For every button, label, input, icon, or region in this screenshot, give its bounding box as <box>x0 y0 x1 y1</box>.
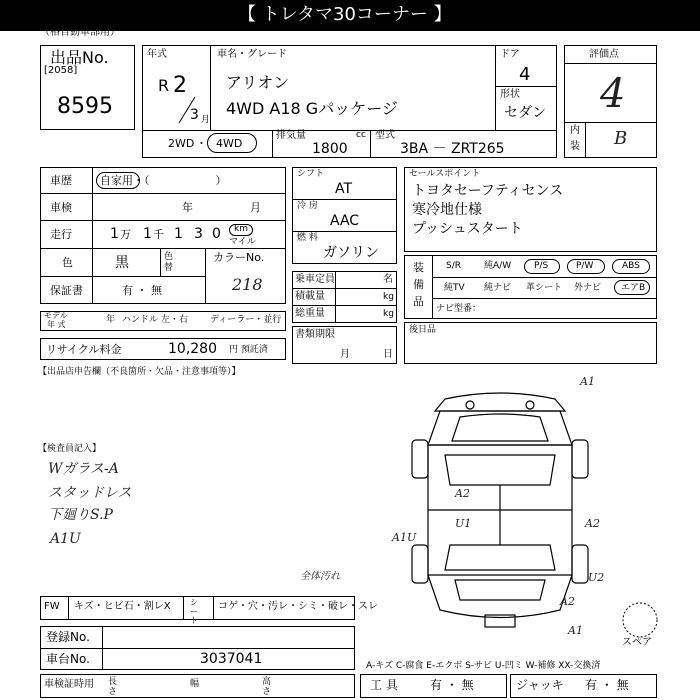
car-diagram <box>400 385 600 630</box>
ac-value: AAC <box>330 213 360 229</box>
seat-items: コゲ・穴・汚レ・シミ・破レ・スレ <box>218 601 378 612</box>
shape-value: セダン <box>504 105 547 121</box>
color-change-label: 色替 <box>164 252 174 273</box>
car-label: 車名・グレード <box>217 49 287 60</box>
divider <box>292 288 397 289</box>
equip-ps: P/S <box>534 261 549 271</box>
fw-items: キズ・ヒビ石・割レX <box>74 601 171 612</box>
mileage-digit-2: 1 <box>143 226 152 242</box>
mileage-digit-4: 3 <box>194 226 203 242</box>
car-grade: 4WD A18 Gパッケージ <box>226 99 398 118</box>
divider <box>564 122 657 123</box>
load-label: 積載量 <box>295 291 325 302</box>
sales-points-label: セールスポイント <box>409 169 481 179</box>
inspection-year-unit: 年 <box>182 201 193 214</box>
jack-options: 有 ・ 無 <box>585 678 629 692</box>
divider <box>564 63 657 64</box>
shape-label: 形状 <box>500 89 520 100</box>
jack-label: ジャッキ <box>516 678 564 692</box>
fuel-value: ガソリン <box>323 245 379 261</box>
equip-abs: ABS <box>622 261 640 271</box>
spare-label: スペア <box>622 637 652 648</box>
divider <box>205 248 206 304</box>
inspector-note-4: A1U <box>50 531 81 547</box>
divider <box>585 122 586 158</box>
equip-navi: 純ナビ <box>484 283 512 293</box>
model-row-handle: ハンドル 左・右 <box>122 315 188 325</box>
fuel-label: 燃 料 <box>297 233 318 243</box>
divider <box>292 231 397 232</box>
divider <box>40 220 286 221</box>
shift-label: シフト <box>297 169 325 179</box>
inspector-label: 【検査員記入】 <box>38 444 102 454</box>
mileage-sen: 千 <box>153 228 164 241</box>
mileage-unit-mile: マイル <box>229 237 256 247</box>
mileage-label: 走行 <box>50 228 72 241</box>
equip-tv: 純TV <box>444 283 465 293</box>
damage-mark-8: A1 <box>568 624 583 637</box>
score-value: 4 <box>600 71 626 117</box>
year-label: 年式 <box>147 49 167 60</box>
tools-options: 有 ・ 無 <box>430 678 474 692</box>
interior-label-2: 装 <box>570 141 580 152</box>
cert-height: 高さ <box>262 677 272 697</box>
seat-label: シート <box>190 598 198 625</box>
engine-unit: cc <box>356 130 366 140</box>
later-items-box <box>404 322 657 364</box>
inspector-note-2: スタッドレス <box>48 485 132 501</box>
registration-label: 登録No. <box>46 630 90 644</box>
cert-label: 車検証時用 <box>44 679 94 690</box>
interior-value: B <box>614 128 628 149</box>
equip-ext-navi: 外ナビ <box>574 283 602 293</box>
codes-legend: A-キズ C-腐食 E-エクボ S-サビ U-凹ミ W-補修 XX-交換済 <box>366 661 601 671</box>
mileage-digit-1: 1 <box>110 226 119 242</box>
divider <box>183 596 184 620</box>
divider <box>40 648 355 649</box>
warranty-label: 保証書 <box>50 284 83 297</box>
drive-dot: ・ <box>196 137 207 150</box>
divider <box>92 167 93 304</box>
history-label: 車歴 <box>50 174 72 187</box>
model-label: 型式 <box>375 130 395 141</box>
fw-label: FW <box>44 601 60 612</box>
chassis-label: 車台No. <box>46 652 90 666</box>
recycle-value: 10,280 <box>168 341 217 357</box>
docs-label: 書類期限 <box>295 329 335 340</box>
recycle-unit: 円 預託済 <box>229 345 268 355</box>
engine-label: 排気量 <box>276 130 306 141</box>
cert-long: 長さ <box>108 677 118 697</box>
equipment-label: 装備品 <box>413 261 424 308</box>
shift-value: AT <box>335 181 353 197</box>
mileage-digit-3: 1 <box>174 226 183 242</box>
capacity-label: 乗車定員 <box>295 274 335 285</box>
seller-notes-label: 【出品店申告欄（不良箇所・欠品・注意事項等）】 <box>38 367 241 377</box>
docs-month: 月 <box>340 349 350 360</box>
divider <box>142 130 557 131</box>
equip-leather: 革シート <box>526 283 563 293</box>
equip-airbag: エアB <box>621 283 646 293</box>
divider <box>292 305 397 306</box>
divider <box>160 248 161 276</box>
color-label: 色 <box>62 256 73 269</box>
equip-aw: 純A/W <box>484 261 512 271</box>
load-unit: kg <box>383 292 394 302</box>
capacity-unit: 名 <box>383 274 393 285</box>
equip-navi-model: ナビ型番： <box>436 304 482 314</box>
damage-mark-1: A1 <box>580 375 595 388</box>
chassis-value: 3037041 <box>200 651 263 667</box>
divider <box>210 45 211 130</box>
model-row-label-2: 年 式 <box>47 320 66 329</box>
cert-width: 幅 <box>190 679 200 689</box>
inspector-note-1: Wガラス-A <box>48 461 119 477</box>
inspector-note-3: 下廻りS.P <box>48 507 113 523</box>
inspection-label: 車検 <box>50 201 72 214</box>
divider <box>495 86 557 87</box>
spare-tire-icon <box>620 600 660 640</box>
divider <box>40 248 286 249</box>
door-value: 4 <box>519 64 531 85</box>
recycle-label: リサイクル料金 <box>46 343 122 356</box>
sales-point-2: 寒冷地仕様 <box>412 202 482 218</box>
drive-4wd: 4WD <box>216 137 243 150</box>
interior-label-1: 内 <box>570 125 580 136</box>
damage-mark-6: U2 <box>588 571 605 584</box>
weight-label: 総重量 <box>295 308 325 319</box>
header-cut-text: （格自動車部用） <box>40 27 120 38</box>
banner-title: 【 トレタマ30コーナー 】 <box>238 4 452 25</box>
model-value: 3BA － ZRT265 <box>400 141 505 157</box>
equip-sr: S/R <box>446 261 461 271</box>
lot-stamp: [2058] <box>44 65 78 76</box>
later-items-label: 後日品 <box>409 325 437 335</box>
mileage-digit-5: 0 <box>212 226 221 242</box>
inspection-month-unit: 月 <box>250 201 261 214</box>
divider <box>292 199 397 200</box>
equip-pw: P/W <box>576 261 594 271</box>
model-row-dealer: ディーラー・並行 <box>210 315 282 325</box>
model-row-year: 年 <box>106 315 116 325</box>
year-era: R <box>158 76 170 95</box>
engine-value: 1800 <box>312 141 348 157</box>
damage-mark-2: A2 <box>455 487 470 500</box>
year-number: 2 <box>173 73 187 98</box>
year-month-unit: 月 <box>201 115 211 125</box>
history-options: 自家用・（ ） <box>100 174 227 187</box>
year-month: 3 <box>190 107 199 123</box>
model-row-label-1: モデル <box>44 311 68 320</box>
sales-point-1: トヨタセーフティセンス <box>412 183 564 199</box>
warranty-options: 有 ・ 無 <box>122 284 162 297</box>
divider <box>432 298 657 299</box>
divider <box>213 596 214 620</box>
tools-label: 工 具 <box>370 678 398 692</box>
lot-label: 出品No. <box>50 48 109 67</box>
weight-unit: kg <box>383 309 394 319</box>
door-label: ドア <box>500 49 520 60</box>
color-code-value: 218 <box>232 275 263 294</box>
divider <box>40 276 205 277</box>
damage-mark-3: U1 <box>455 517 472 530</box>
divider <box>495 45 496 130</box>
damage-mark-7: A2 <box>560 595 575 608</box>
divider <box>102 626 103 670</box>
divider <box>40 193 286 194</box>
divider <box>68 596 69 620</box>
ac-label: 冷 房 <box>297 201 318 211</box>
seat-note: 全体汚れ <box>300 571 340 582</box>
mileage-unit-km: km <box>234 224 248 234</box>
lot-number: 8595 <box>57 94 113 119</box>
damage-mark-4: A1U <box>392 531 417 544</box>
divider <box>432 255 433 319</box>
sales-point-3: プッシュスタート <box>412 221 523 237</box>
drive-2wd: 2WD <box>168 137 195 150</box>
divider <box>370 130 371 158</box>
color-code-label: カラーNo. <box>213 251 265 264</box>
divider <box>432 277 657 278</box>
divider <box>335 271 336 323</box>
divider <box>272 130 273 158</box>
score-label: 評価点 <box>589 49 619 60</box>
car-name: アリオン <box>226 73 290 92</box>
mileage-man: 万 <box>120 228 131 241</box>
docs-day: 日 <box>383 349 393 360</box>
color-value: 黒 <box>115 255 129 271</box>
damage-mark-5: A2 <box>585 517 600 530</box>
